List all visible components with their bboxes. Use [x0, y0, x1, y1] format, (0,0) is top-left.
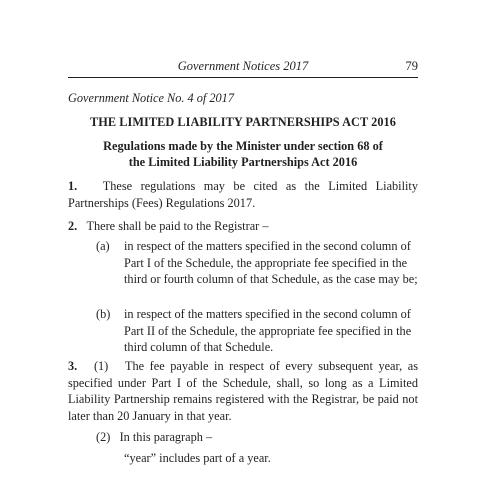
paragraph-number: 3.	[68, 359, 78, 373]
paragraph-3	[68, 358, 418, 424]
paragraph-3-2	[96, 430, 212, 445]
running-head	[68, 59, 418, 79]
paragraph-number: 2.	[68, 219, 78, 233]
regulations-title-line-2: the Limited Liability Partnerships Act 2016	[128, 155, 358, 169]
subparagraph-text: In this paragraph –	[119, 430, 213, 444]
running-head-title: Government Notices 2017	[177, 59, 309, 73]
paragraph-1	[68, 178, 418, 211]
header-rule	[68, 77, 418, 78]
subparagraph-text: in respect of the matters specified in the second column of Part II of the Schedule, the appropriate fee specified in the third column of that Schedule.	[124, 307, 412, 354]
subparagraph-label: (b)	[96, 307, 111, 321]
subparagraph-label: (1)	[93, 359, 109, 373]
subparagraph-text: in respect of the matters specified in the second column of Part I of the Schedule, the appropriate fee specified in the third or fourth column of that Schedule, as the case may be;	[124, 239, 418, 286]
paragraph-text: The fee payable in respect of every subsequent year, as specified under Part I of the Schedule, shall, so long as a Limited Liability Partnership remains registered with the Registrar, be paid not later than 20 January in that year.	[68, 359, 418, 423]
paragraph-text: These regulations may be cited as the Limited Liability Partnerships (Fees) Regulations 2017.	[68, 179, 418, 210]
paragraph-number: 1.	[68, 179, 78, 193]
notice-number: Government Notice No. 4 of 2017	[68, 91, 234, 105]
regulations-title-line-1: Regulations made by the Minister under section 68 of	[103, 139, 383, 153]
act-title: THE LIMITED LIABILITY PARTNERSHIPS ACT 2016	[90, 115, 396, 129]
paragraph-2	[68, 218, 418, 235]
subparagraph-label: (a)	[96, 239, 110, 253]
regulations-title	[68, 138, 418, 170]
paragraph-text: There shall be paid to the Registrar –	[86, 219, 269, 233]
subparagraph-label: (2)	[96, 430, 111, 444]
page-number: 79	[405, 59, 418, 73]
definition-year: “year” includes part of a year.	[124, 451, 271, 465]
